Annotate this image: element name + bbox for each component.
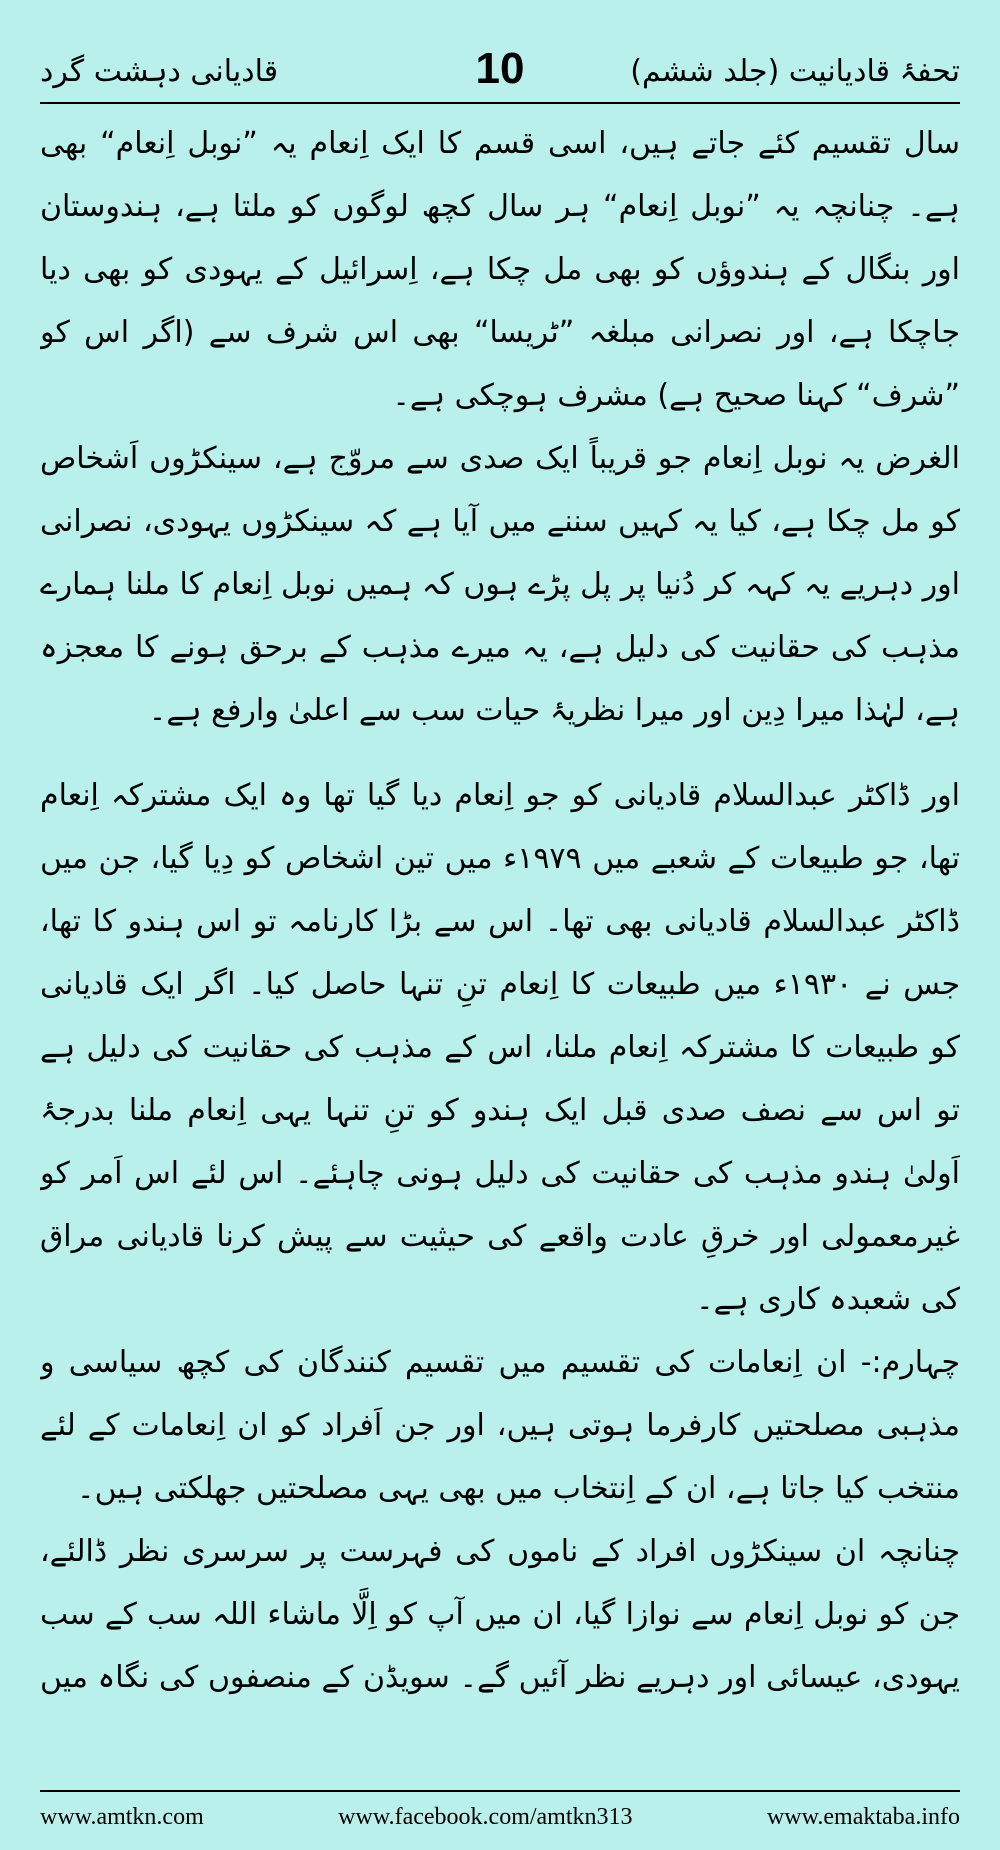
footer-link-emaktaba[interactable]: www.emaktaba.info [766, 1803, 960, 1830]
page-number: 10 [475, 44, 525, 93]
header-divider [40, 102, 960, 104]
paragraph-3: اور ڈاکٹر عبدالسلام قادیانی کو جو اِنعام دیا گیا تھا وہ ایک مشترکہ اِنعام تھا، جو طبیعات کے شعبے میں ۱۹۷۹ء میں تین اشخاص کو دِیا گیا، جن میں ڈاکٹر عبدالسلام قادیانی بھی تھا۔ اس سے بڑا کارنامہ تو اس ہندو کا تھا، جس نے ۱۹۳۰ء میں طبیعات کا اِنعام تنِ تنہا حاصل کیا۔ اگر ایک قادیانی کو طبیعات کا مشترکہ اِنعام ملنا، اس کے مذہب کی حقانیت کی دلیل ہے تو اس سے نصف صدی قبل ایک ہندو کو تنِ تنہا یہی اِنعام ملنا بدرجۂ اَولیٰ ہندو مذہب کی حقانیت کی دلیل ہونی چاہئے۔ اس لئے اس اَمر کو غیرمعمولی اور خرقِ عادت واقعے کی حیثیت سے پیش کرنا قادیانی مراق کی شعبدہ کاری ہے۔ [40, 778, 960, 1317]
footer-divider [40, 1790, 960, 1792]
book-title: تحفۂ قادیانیت (جلد ششم) [630, 54, 960, 89]
chapter-title: قادیانی دہشت گرد [40, 54, 279, 89]
paragraph-5: چنانچہ ان سینکڑوں افراد کے ناموں کی فہرست پر سرسری نظر ڈالئے، جن کو نوبل اِنعام سے نوازا گیا، ان میں آپ کو اِلَّا ماشاء اللہ سب کے سب یہودی، عیسائی اور دہریے نظر آئیں گے۔ سویڈن کے منصفوں کی نگاہ میں [40, 1534, 960, 1695]
page-header [40, 40, 960, 100]
paragraph-2: الغرض یہ نوبل اِنعام جو قریباً ایک صدی سے مروّج ہے، سینکڑوں اَشخاص کو مل چکا ہے، کیا یہ کہیں سننے میں آیا ہے کہ سینکڑوں یہودی، نصرانی اور دہریے یہ کہہ کر دُنیا پر پل پڑے ہوں کہ ہمیں نوبل اِنعام کا ملنا ہمارے مذہب کی حقانیت کی دلیل ہے، یہ میرے مذہب کے برحق ہونے کا معجزہ ہے، لہٰذا میرا دِین اور میرا نظریۂ حیات سب سے اعلیٰ وارفع ہے۔ [40, 441, 960, 728]
footer-link-amtkn[interactable]: www.amtkn.com [40, 1803, 204, 1830]
page-body [40, 112, 960, 1722]
paragraph-1: سال تقسیم کئے جاتے ہیں، اسی قسم کا ایک اِنعام یہ ”نوبل اِنعام“ بھی ہے۔ چنانچہ یہ ”نوبل اِنعام“ ہر سال کچھ لوگوں کو ملتا ہے، ہندوستان اور بنگال کے ہندوؤں کو بھی مل چکا ہے، اِسرائیل کے یہودی کو بھی دیا جاچکا ہے، اور نصرانی مبلغہ ”ٹریسا“ بھی اس شرف سے (اگر اس کو ”شرف“ کہنا صحیح ہے) مشرف ہوچکی ہے۔ [40, 126, 960, 413]
paragraph-4: چہارم:- ان اِنعامات کی تقسیم میں تقسیم کنندگان کی کچھ سیاسی و مذہبی مصلحتیں کارفرما ہوتی ہیں، اور جن اَفراد کو ان اِنعامات کے لئے منتخب کیا جاتا ہے، ان کے اِنتخاب میں بھی یہی مصلحتیں جھلکتی ہیں۔ [40, 1345, 960, 1506]
page-footer [40, 1797, 960, 1837]
footer-link-facebook[interactable]: www.facebook.com/amtkn313 [338, 1803, 633, 1830]
